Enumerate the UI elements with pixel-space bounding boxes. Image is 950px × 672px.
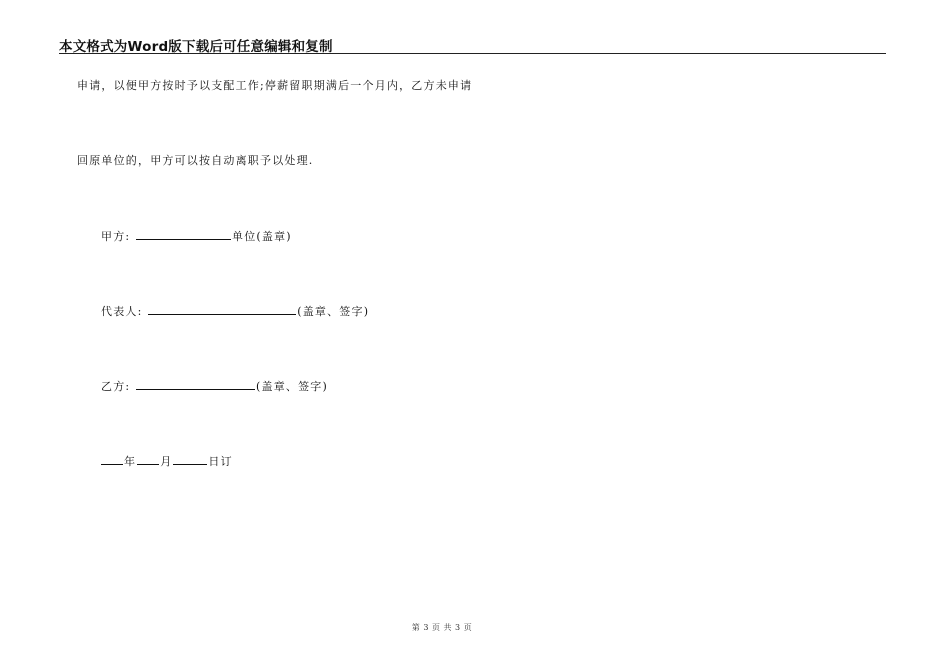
representative-line [101,304,369,319]
representative-label: 代表人: [101,305,143,318]
page-header [59,34,886,54]
party-a-suffix: 单位(盖章) [232,230,292,243]
date-day-label: 日订 [208,455,233,468]
date-month-label: 月 [160,455,173,468]
year-blank[interactable] [101,454,123,465]
month-blank[interactable] [137,454,159,465]
party-b-blank[interactable] [136,379,255,390]
party-b-label: 乙方: [101,380,131,393]
party-a-label: 甲方: [101,230,131,243]
party-a-blank[interactable] [136,229,231,240]
day-blank[interactable] [173,454,207,465]
party-b-suffix: (盖章、签字) [256,380,328,393]
date-line [101,454,233,469]
paragraph-2: 回原单位的，甲方可以按自动离职予以处理. [77,154,314,167]
representative-blank[interactable] [148,304,296,315]
header-title: 本文格式为Word版下载后可任意编辑和复制 [59,39,333,55]
representative-suffix: (盖章、签字) [297,305,370,318]
paragraph-1: 申请，以便甲方按时予以支配工作;停薪留职期满后一个月内，乙方未申请 [77,79,473,92]
party-a-line [101,229,292,244]
party-b-line [101,379,328,394]
date-year-label: 年 [124,455,137,468]
page-number: 第 3 页 共 3 页 [411,623,473,632]
